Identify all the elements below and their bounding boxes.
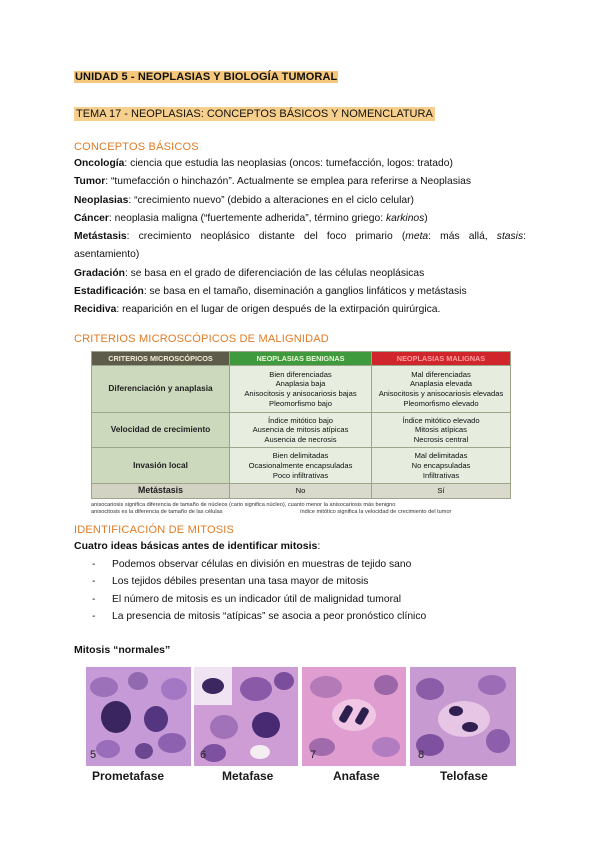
table-footnote-anisocitosis: anisocitosis es la diferencia de tamaño de las células (91, 509, 223, 515)
micrograph-number: 7 (310, 749, 317, 761)
mitosis-bullet-list (92, 556, 426, 625)
list-item: - La presencia de mitosis “atípicas” se asocia a peor pronóstico clínico (92, 610, 427, 622)
micrograph-number: 8 (418, 749, 425, 761)
concept-cancer: Cáncer: neoplasia maligna (“fuertemente adherida”, término griego: karkinos) (74, 212, 428, 224)
row-criterion: Invasión local (92, 448, 230, 484)
section-heading-mitosis: IDENTIFICACIÓN DE MITOSIS (74, 524, 235, 536)
micrograph-number: 5 (90, 749, 97, 761)
section-heading-basic: CONCEPTOS BÁSICOS (74, 141, 199, 153)
unit-title: UNIDAD 5 - NEOPLASIAS Y BIOLOGÍA TUMORAL (75, 71, 338, 83)
caption-prometaphase: Prometafase (92, 769, 165, 783)
criteria-table (91, 351, 511, 499)
list-item: - Podemos observar células en división en muestras de tejido sano (92, 559, 412, 570)
row-criterion: Metástasis (92, 484, 230, 499)
table-row (92, 448, 511, 484)
micrograph-number: 6 (200, 749, 207, 761)
mitosis-intro: Cuatro ideas básicas antes de identificar mitosis: (74, 540, 321, 552)
table-row (92, 484, 511, 499)
list-item: - El número de mitosis es un indicador útil de malignidad tumoral (92, 593, 402, 605)
concept-tumor: Tumor: “tumefacción o hinchazón”. Actualmente se emplea para referirse a Neoplasias (74, 176, 472, 188)
malignant-cell: Índice mitótico elevado Mitosis atípicas Necrosis central (372, 412, 511, 448)
malignant-cell: Mal diferenciadas Anaplasia elevada Anisocitosis y anisocariosis elevadas Pleomorfismo elevado (372, 366, 511, 413)
table-header-benign: NEOPLASIAS BENIGNAS (230, 352, 372, 366)
micrograph-anaphase (302, 667, 406, 766)
benign-cell: Bien delimitadas Ocasionalmente encapsuladas Poco infiltrativas (230, 448, 372, 484)
concept-estadificacion: Estadificación: se basa en el tamaño, diseminación a ganglios linfáticos y metástasis (74, 286, 467, 298)
table-header-criteria: CRITERIOS MICROSCÓPICOS (92, 352, 230, 366)
malignant-cell: Mal delimitadas No encapsuladas Infiltrativas (372, 448, 511, 484)
section-heading-criteria: CRITERIOS MICROSCÓPICOS DE MALIGNIDAD (74, 333, 329, 345)
basic-concepts-list (74, 155, 526, 320)
concept-gradacion: Gradación: se basa en el grado de diferenciación de las células neoplásicas (74, 267, 425, 279)
list-item: - Los tejidos débiles presentan una tasa mayor de mitosis (92, 576, 369, 588)
micrograph-telophase (410, 667, 516, 766)
micrograph-prometaphase (86, 667, 191, 766)
micrograph-metaphase (194, 667, 298, 766)
benign-cell: No (230, 484, 372, 499)
table-row (92, 366, 511, 413)
row-criterion: Velocidad de crecimiento (92, 412, 230, 448)
benign-cell: Bien diferenciadas Anaplasia baja Anisocitosis y anisocariosis bajas Pleomorfismo bajo (230, 366, 372, 413)
table-header-malignant: NEOPLASIAS MALIGNAS (372, 352, 511, 366)
benign-cell: Índice mitótico bajo Ausencia de mitosis atípicas Ausencia de necrosis (230, 412, 372, 448)
table-row (92, 412, 511, 448)
concept-oncologia: Oncología: ciencia que estudia las neoplasias (oncos: tumefacción, logos: tratado) (74, 158, 453, 169)
concept-neoplasias: Neoplasias: “crecimiento nuevo” (debido a alteraciones en el ciclo celular) (74, 194, 414, 206)
table-footnote-anisocariosis: anisocariosis significa diferencia de tamaño de núcleos (cario significa núcleo), cuanto menor la anisocariosis más benigno (91, 502, 396, 508)
caption-telophase: Telofase (440, 769, 488, 783)
normal-mitosis-subheading: Mitosis “normales” (74, 644, 171, 656)
caption-anaphase: Anafase (333, 769, 380, 783)
caption-metaphase: Metafase (222, 769, 274, 783)
concept-recidiva: Recidiva: reaparición en el lugar de origen después de la extirpación quirúrgica. (74, 304, 441, 316)
table-footnote-mitotic-index: índice mitótico significa la velocidad de crecimiento del tumor (300, 509, 452, 515)
row-criterion: Diferenciación y anaplasia (92, 366, 230, 413)
topic-title: TEMA 17 - NEOPLASIAS: CONCEPTOS BÁSICOS Y NOMENCLATURA (76, 108, 433, 120)
concept-metastasis: Metástasis: crecimiento neoplásico distante del foco primario (meta: más allá, stasis: asentamiento) (74, 231, 526, 261)
malignant-cell: Sí (372, 484, 511, 499)
